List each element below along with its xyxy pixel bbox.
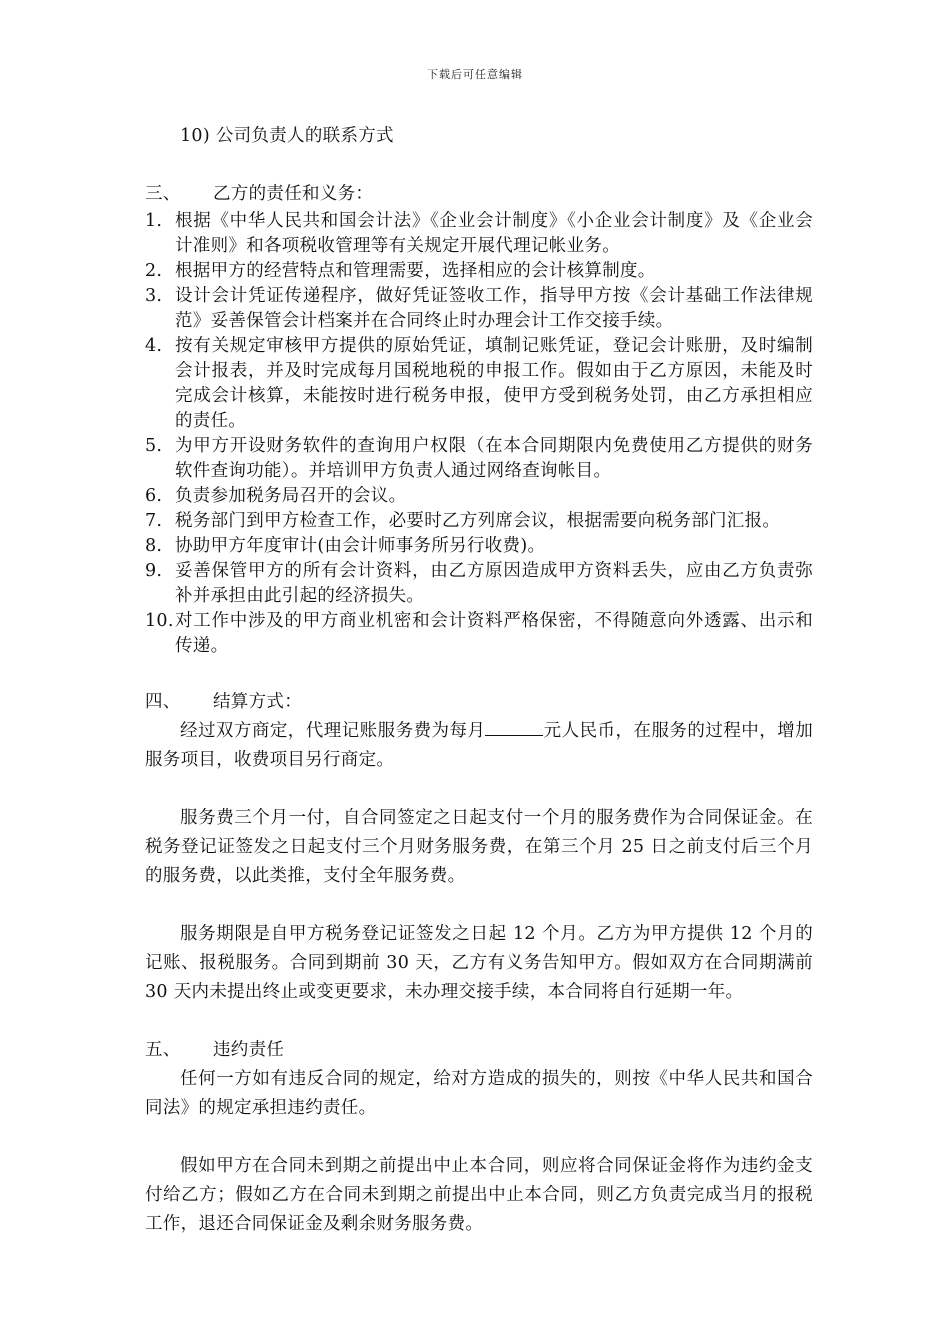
fee-text-before: 经过双方商定，代理记账服务费为每月 — [180, 721, 486, 741]
spacer — [145, 775, 813, 804]
list-item-number: 4. — [145, 336, 163, 356]
list-item-number: 8. — [145, 536, 163, 556]
list-item-number: 6. — [145, 486, 163, 506]
list-item — [145, 259, 813, 284]
list-item — [145, 609, 813, 659]
list-item-number: 9. — [145, 561, 163, 581]
section-3-heading — [145, 180, 813, 209]
spacer — [145, 891, 813, 920]
section-5-number: 五、 — [145, 1040, 181, 1060]
list-item — [145, 209, 813, 259]
list-item — [145, 509, 813, 534]
list-item-text: 为甲方开设财务软件的查询用户权限（在本合同期限内免费使用乙方提供的财务软件查询功能）。并培训甲方负责人通过网络查询帐目。 — [175, 436, 813, 481]
list-item-number: 3. — [145, 286, 163, 306]
list-item — [145, 434, 813, 484]
list-item-number: 10. — [145, 611, 174, 631]
list-item-text: 妥善保管甲方的所有会计资料，由乙方原因造成甲方资料丢失，应由乙方负责弥补并承担由此引起的经济损失。 — [175, 561, 813, 606]
list-item — [145, 559, 813, 609]
section-4-heading — [145, 688, 813, 717]
section-4-payment-paragraph: 服务费三个月一付，自合同签定之日起支付一个月的服务费作为合同保证金。在税务登记证签发之日起支付三个月财务服务费，在第三个月 25 日之前支付后三个月的服务费，以此类推，支付全年服务费。 — [145, 808, 813, 886]
item-10-contact: 10) 公司负责人的联系方式 — [180, 126, 394, 146]
list-item-text: 根据甲方的经营特点和管理需要，选择相应的会计核算制度。 — [175, 261, 656, 281]
section-4-term-paragraph: 服务期限是自甲方税务登记证签发之日起 12 个月。乙方为甲方提供 12 个月的记账、报税服务。合同到期前 30 天，乙方有义务告知甲方。假如双方在合同期满前 30 天内未提出终止或变更要求，未办理交接手续，本合同将自行延期一年。 — [145, 924, 813, 1002]
spacer — [145, 1007, 813, 1036]
list-item-number: 5. — [145, 436, 163, 456]
section-5-liability-paragraph: 任何一方如有违反合同的规定，给对方造成的损失的，则按《中华人民共和国合同法》的规定承担违约责任。 — [145, 1069, 813, 1118]
section-4-fee-paragraph — [145, 717, 813, 775]
list-item-text: 负责参加税务局召开的会议。 — [175, 486, 407, 506]
list-item-text: 根据《中华人民共和国会计法》《企业会计制度》《小企业会计制度》及《企业会计准则》和各项税收管理等有关规定开展代理记帐业务。 — [175, 211, 813, 256]
list-item — [145, 534, 813, 559]
fee-text-after: 元人民币，在服务的过程中，增加服务项目，收费项目另行商定。 — [145, 721, 813, 770]
section-3-number: 三、 — [145, 184, 181, 204]
section-5-termination-paragraph: 假如甲方在合同未到期之前提出中止本合同，则应将合同保证金将作为违约金支付给乙方；假如乙方在合同未到期之前提出中止本合同，则乙方负责完成当月的报税工作，退还合同保证金及剩余财务服务费。 — [145, 1156, 813, 1234]
section-4-number: 四、 — [145, 692, 181, 712]
list-item — [145, 284, 813, 334]
document-body — [145, 122, 813, 1239]
list-item-text: 对工作中涉及的甲方商业机密和会计资料严格保密，不得随意向外透露、出示和传递。 — [175, 611, 813, 656]
section-5-title: 违约责任 — [213, 1040, 285, 1060]
fee-amount-blank — [485, 719, 543, 736]
list-item-text: 协助甲方年度审计(由会计师事务所另行收费)。 — [175, 536, 546, 556]
list-item-number: 2. — [145, 261, 163, 281]
section-5-heading — [145, 1036, 813, 1065]
list-item-number: 1. — [145, 211, 163, 231]
section-3-title: 乙方的责任和义务： — [213, 184, 374, 204]
section-3-list — [145, 209, 813, 659]
spacer — [145, 151, 813, 180]
list-item-text: 税务部门到甲方检查工作，必要时乙方列席会议，根据需要向税务部门汇报。 — [175, 511, 781, 531]
list-item — [145, 484, 813, 509]
section-4-title: 结算方式： — [213, 692, 302, 712]
spacer — [145, 659, 813, 688]
list-item-number: 7. — [145, 511, 163, 531]
list-item-text: 设计会计凭证传递程序，做好凭证签收工作，指导甲方按《会计基础工作法律规范》妥善保管会计档案并在合同终止时办理会计工作交接手续。 — [175, 286, 813, 331]
list-item-text: 按有关规定审核甲方提供的原始凭证，填制记账凭证，登记会计账册，及时编制会计报表，并及时完成每月国税地税的申报工作。假如由于乙方原因，未能及时完成会计核算，未能按时进行税务申报，使甲方受到税务处罚，由乙方承担相应的责任。 — [175, 336, 813, 431]
spacer — [145, 1123, 813, 1152]
list-item — [145, 334, 813, 434]
page-header-note: 下载后可任意编辑 — [427, 68, 523, 81]
